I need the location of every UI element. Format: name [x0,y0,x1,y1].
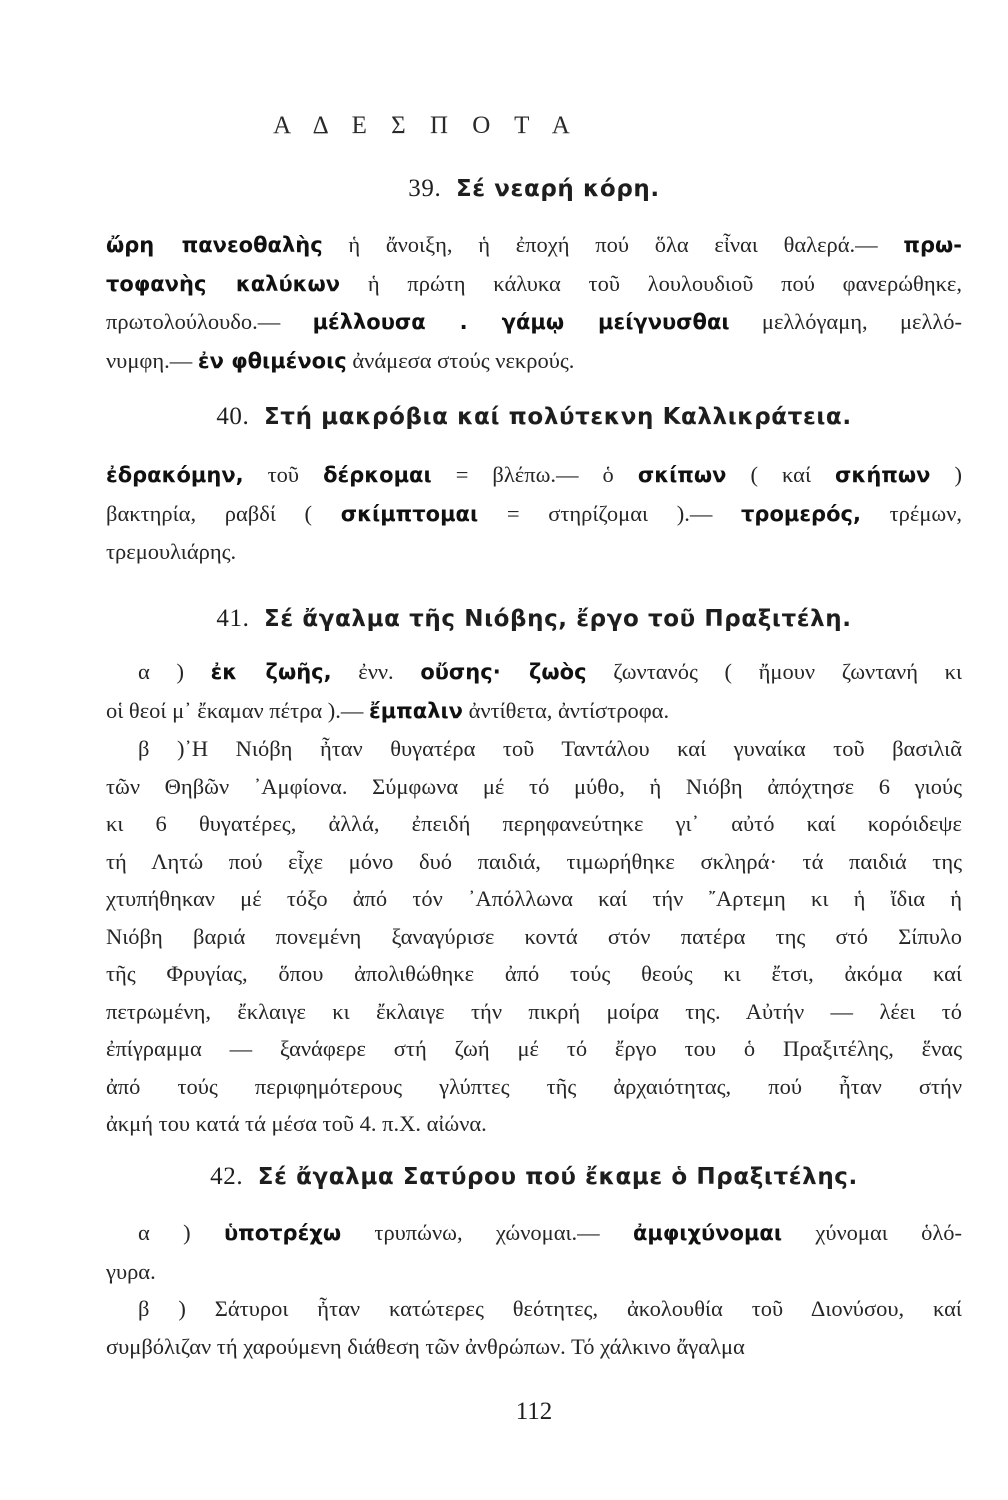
text-line [106,1214,962,1253]
gloss-text: = στηρίζομαι ).— [478,500,742,526]
text-line [106,1068,962,1106]
text-line [106,265,962,304]
gloss-text: τῆς Φρυγίας, ὅπου ἀπολιθώθηκε ἀπό τούς θεούς κι ἔτσι, ἀκόμα καί [106,961,962,986]
section-title: Σέ ἄγαλμα τῆς Νιόβης, ἔργο τοῦ Πραξιτέλη. [264,606,852,632]
text-line [106,495,962,534]
gloss-text: Νιόβη βαριά πονεμένη ξαναγύρισε κοντά στόν πατέρα της στό Σίπυλο [106,923,962,949]
gloss-text: μελλόγαμη, μελλό- [729,309,963,334]
text-line [106,1290,962,1328]
section-title: Σέ νεαρή κόρη. [455,176,660,202]
text-line [106,805,962,843]
gloss-text: νυμφη.— [106,347,198,373]
text-line [106,768,962,806]
glossary-term: ἀμφιχύνομαι [633,1221,783,1245]
text-line [106,1105,962,1143]
glossary-term: ὤρη πανεοθαλὴς [106,233,323,257]
gloss-text: οἱ θεοί μ᾿ ἔκαμαν πέτρα ).— [106,697,370,723]
section-text-42 [106,1214,962,1365]
section-text-40 [106,456,962,571]
text-line [106,1253,962,1291]
book-page [106,0,962,1500]
section-title: Στή μακρόβια καί πολύτεκνη Καλλικράτεια. [263,404,852,430]
gloss-text: πρωτολούλουδο.— [106,309,313,334]
glossary-term: ὑποτρέχω [223,1221,342,1245]
glossary-term: πρω- [903,233,963,257]
gloss-text: ἡ ἄνοιξη, ἡ ἐποχή πού ὅλα εἶναι θαλερά.— [322,232,904,257]
text-line [106,955,962,993]
section-number: 39. [408,175,442,202]
text-line [106,342,962,381]
gloss-text: κι 6 θυγατέρες, ἀλλά, ἐπειδή περηφανεύτηκε γι᾿ αὐτό καί κορόιδεψε [106,811,962,836]
glossary-term: ἐν φθιμένοις [197,348,347,373]
gloss-text: ἀνάμεσα στούς νεκρούς. [346,347,575,373]
gloss-text: β ) Σάτυροι ἦταν κατώτερες θεότητες, ἀκολουθία τοῦ Διονύσου, καί [138,1296,962,1321]
text-line [106,918,962,956]
glossary-term: μέλλουσα . γάμῳ μείγνυσθαι [312,310,730,334]
section-text-41 [106,653,962,1143]
page-number: 112 [515,1398,553,1425]
glossary-term: σκήπων [835,463,931,487]
text-line [106,653,962,692]
glossary-term: οὔσης· ζωὸς [420,660,587,684]
text-line [106,730,962,768]
gloss-text: ἀντίθετα, ἀντίστροφα. [463,697,670,723]
text-line [106,880,962,918]
gloss-text: β )᾿Η Νιόβη ἦταν θυγατέρα τοῦ Ταντάλου καί γυναίκα τοῦ βασιλιᾶ [138,736,962,761]
gloss-text: χτυπήθηκαν μέ τόξο ἀπό τόν ᾿Απόλλωνα καί τήν ῎Αρτεμη κι ἡ ἴδια ἡ [106,886,962,911]
glossary-term: ἔμπαλιν [369,698,463,723]
gloss-text: ἐπίγραμμα — ξανάφερε στή ζωή μέ τό ἔργο του ὁ Πραξιτέλης, ἕνας [106,1036,962,1061]
glossary-term: ἐδρακόμην, [106,463,244,487]
section-title: Σέ ἄγαλμα Σατύρου πού ἔκαμε ὁ Πραξιτέλης. [257,1164,858,1190]
text-line [106,303,962,342]
running-head: Α Δ Ε Σ Π Ο Τ Α [273,112,579,139]
gloss-text: α ) [138,659,211,684]
gloss-text: ἡ πρώτη κάλυκα τοῦ λουλουδιοῦ πού φανερώθηκε, [340,270,962,296]
gloss-text: χύνομαι ὁλό- [782,1220,963,1245]
section-number: 40. [216,403,250,430]
gloss-text: α ) [138,1220,224,1245]
gloss-text: τοῦ [243,462,324,487]
text-line [106,533,962,571]
text-line [106,692,962,731]
section-heading-42 [106,1163,962,1191]
gloss-text: βακτηρία, ραβδί ( [106,500,341,526]
text-line [106,1328,962,1366]
gloss-text: πετρωμένη, ἔκλαιγε κι ἔκλαιγε τήν πικρή μοίρα της. Αὐτήν — λέει τό [106,998,962,1024]
gloss-text: συμβόλιζαν τή χαρούμενη διάθεση τῶν ἀνθρώπων. Τό χάλκινο ἄγαλμα [106,1333,745,1359]
text-line [106,226,962,265]
glossary-term: σκίμπτομαι [340,501,479,526]
glossary-term: σκίπων [637,463,727,487]
gloss-text: ἀπό τούς περιφημότερους γλύπτες τῆς ἀρχαιότητας, πού ἦταν στήν [106,1073,962,1099]
text-line [106,843,962,881]
gloss-text: γυρα. [106,1258,156,1284]
section-number: 41. [216,605,250,632]
glossary-term: τρομερός, [741,501,861,526]
gloss-text: τῶν Θηβῶν ᾿Αμφίονα. Σύμφωνα μέ τό μύθο, ἡ Νιόβη ἀπόχτησε 6 γιούς [106,773,962,799]
section-text-39 [106,226,962,380]
gloss-text: τρεμουλιάρης. [106,539,237,564]
section-heading-41 [106,605,962,633]
gloss-text: ζωντανός ( ἤμουν ζωντανή κι [586,659,963,684]
section-number: 42. [210,1163,244,1190]
glossary-term: τοφανὴς καλύκων [106,271,341,296]
section-heading-40 [106,403,962,431]
gloss-text: τή Λητώ πού εἶχε μόνο δυό παιδιά, τιμωρήθηκε σκληρά· τά παιδιά της [106,848,962,874]
text-line [106,456,962,495]
gloss-text: ἀκμή του κατά τά μέσα τοῦ 4. π.Χ. αἰώνα. [106,1111,487,1136]
text-line [106,1030,962,1068]
glossary-term: ἐκ ζωῆς, [210,660,332,684]
gloss-text: τρυπώνω, χώνομαι.— [341,1220,633,1245]
gloss-text: ) [930,462,962,487]
gloss-text: ( καί [726,462,836,487]
text-line [106,993,962,1031]
section-heading-39 [106,175,962,203]
gloss-text: τρέμων, [860,500,962,526]
glossary-term: δέρκομαι [323,463,432,487]
gloss-text: = βλέπω.— ὁ [431,462,638,487]
gloss-text: ἐνν. [331,659,421,684]
